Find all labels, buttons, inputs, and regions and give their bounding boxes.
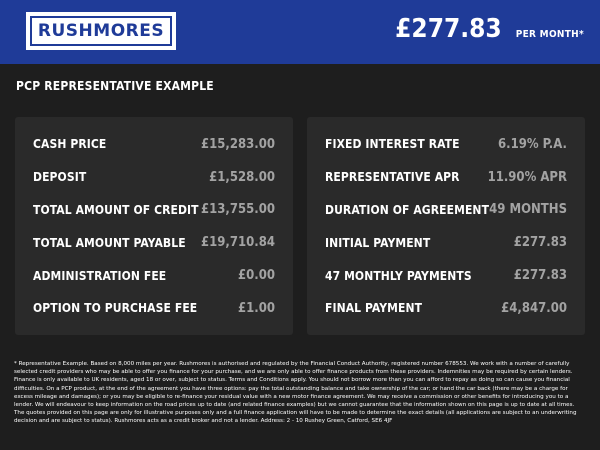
- row-label: 47 MONTHLY PAYMENTS: [325, 268, 472, 283]
- row-label: DEPOSIT: [33, 170, 87, 185]
- finance-details-left-panel: [15, 117, 293, 335]
- finance-row-option-fee: [33, 292, 275, 325]
- monthly-price-block: [395, 14, 584, 44]
- row-value: £13,755.00: [201, 202, 275, 218]
- finance-row-initial-payment: [325, 226, 567, 259]
- row-label: CASH PRICE: [33, 137, 107, 152]
- price-suffix: PER MONTH*: [515, 29, 584, 40]
- row-label: FIXED INTEREST RATE: [325, 137, 460, 152]
- logo-frame: [30, 16, 172, 46]
- row-value: 49 MONTHS: [489, 202, 567, 218]
- row-value: £1,528.00: [209, 169, 275, 185]
- row-label: REPRESENTATIVE APR: [325, 170, 460, 185]
- rushmores-logo[interactable]: [26, 12, 176, 50]
- row-label: TOTAL AMOUNT PAYABLE: [33, 235, 186, 250]
- row-value: £4,847.00: [501, 300, 567, 316]
- row-value: £19,710.84: [201, 235, 275, 251]
- row-value: £1.00: [238, 300, 275, 316]
- disclaimer-text: * Representative Example. Based on 8,000 miles per year. Rushmores is authorised and regulated by the Financial Conduct Authority, registered number 678553. We work with a number of carefully selected credit providers who may be able to offer you finance for your purchase, and we are only able to offer finance products from these providers. Indemnities may be required by certain lenders. Finance is only available to UK residents, aged 18 or over, subject to status. Terms and Conditions apply. You should not borrow more than you can afford to repay as doing so can cause you financial difficulties. On a PCP product, at the end of the agreement you have three options: pay the total outstanding balance and take ownership of the car; or hand the car back (there may be a charge for excess mileage and damages); or you may be eligible to re-finance your residual value with a new motor finance agreement. We may receive a commission or other benefits for introducing you to a lender. We will endeavour to keep information on the road prices up to date (and related finance examples) but we cannot guarantee that the information shown on this page is up to date at all times. The quotes provided on this page are only for illustrative purposes only and a full finance application will have to be made to determine the exact details (all applications are subject to an underwriting decision and are subject to status). Rushmores acts as a credit broker and not a lender. Address: 2 - 10 Rushey Green, Catford, SE6 4JF: [14, 361, 577, 425]
- row-label: INITIAL PAYMENT: [325, 235, 431, 250]
- section-title: PCP REPRESENTATIVE EXAMPLE: [16, 79, 214, 93]
- row-label: OPTION TO PURCHASE FEE: [33, 301, 198, 316]
- row-label: TOTAL AMOUNT OF CREDIT: [33, 202, 199, 217]
- row-label: FINAL PAYMENT: [325, 301, 423, 316]
- finance-row-admin-fee: [33, 259, 275, 292]
- finance-details-right-panel: [307, 117, 585, 335]
- finance-row-monthly-payments: [325, 259, 567, 292]
- row-value: 11.90% APR: [487, 169, 567, 185]
- monthly-price: £277.83: [395, 14, 502, 44]
- finance-row-duration: [325, 194, 567, 227]
- row-label: ADMINISTRATION FEE: [33, 268, 167, 283]
- finance-row-final-payment: [325, 292, 567, 325]
- row-value: £277.83: [513, 268, 567, 284]
- row-label: DURATION OF AGREEMENT: [325, 202, 490, 217]
- header-bar: [0, 0, 600, 64]
- logo-text: RUSHMORES: [37, 21, 165, 41]
- finance-row-cash-price: [33, 128, 275, 161]
- finance-row-interest-rate: [325, 128, 567, 161]
- row-value: £277.83: [513, 235, 567, 251]
- finance-row-total-payable: [33, 226, 275, 259]
- finance-row-deposit: [33, 161, 275, 194]
- finance-row-total-credit: [33, 194, 275, 227]
- finance-row-apr: [325, 161, 567, 194]
- row-value: £0.00: [238, 268, 275, 284]
- row-value: 6.19% P.A.: [497, 136, 567, 152]
- row-value: £15,283.00: [201, 136, 275, 152]
